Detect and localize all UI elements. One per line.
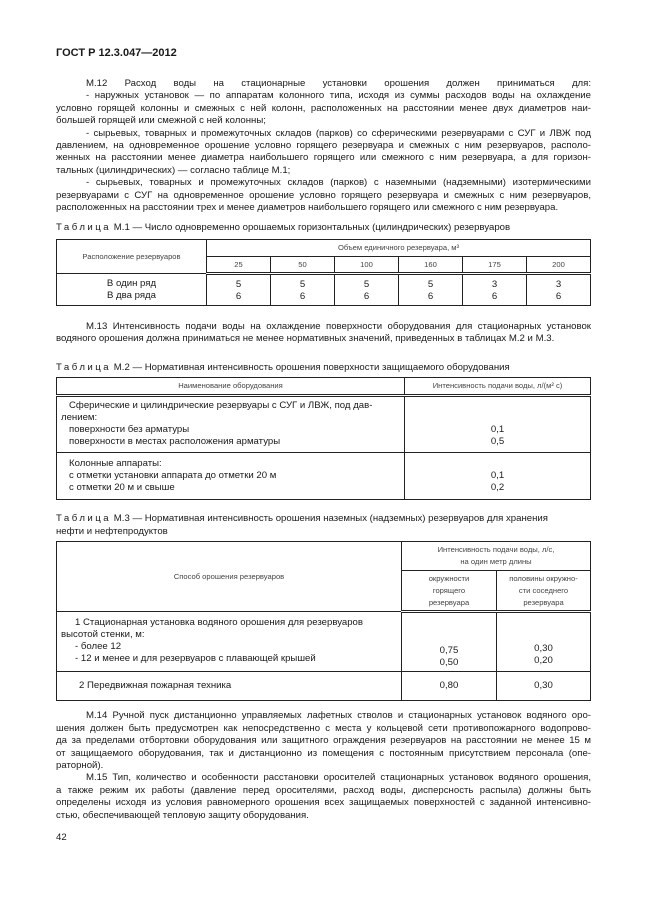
table-row: [57, 453, 591, 500]
paragraph-m13: [56, 321, 591, 346]
adjacent-cell: 0,30: [497, 672, 591, 701]
col-header-intensity: Интенсивность подачи воды, л/с, на один метр длины: [402, 542, 591, 571]
cell-200: 3 6: [527, 273, 591, 305]
text-line: раторной).: [56, 759, 104, 771]
text-line: определены исходя из условия равномерного орошения всех защищаемых поверхностей с заданной интенсивно-: [56, 797, 591, 809]
caption-text-2: нефти и нефтепродуктов: [56, 525, 168, 537]
burning-cell: 0,75 0,50: [402, 612, 497, 672]
volume-175: 175: [463, 256, 527, 273]
col-header-intensity: Интенсивность подачи воды, л/(м² с): [405, 378, 591, 396]
volume-50: 50: [271, 256, 335, 273]
intensity-cell: 0,1 0,5: [405, 396, 591, 453]
paragraph-m14-m15: [56, 710, 591, 822]
table-m3: [56, 541, 591, 701]
cell-175: 3 6: [463, 273, 527, 305]
text-line: условно горящей колонны и смежных с ней колонн, расположенных на расстоянии менее двух диаметров наи-: [56, 102, 591, 114]
col-header-burning-tank: окружности горящего резервуара: [402, 571, 497, 612]
table-row: [57, 273, 591, 305]
col-header-adjacent-tank: половины окружно- сти соседнего резервуара: [497, 571, 591, 612]
text-line: резервуарами с СУГ на одновременное орошение условно горящего резервуара и смежных с ним резервуаров,: [56, 189, 591, 201]
text-line: М.13 Интенсивность подачи воды на охлаждение поверхности оборудования для стационарных установок: [86, 320, 591, 332]
text-line: большей горящей или смежной с ней колонны;: [56, 115, 266, 127]
text-line: - сырьевых, товарных и промежуточных складов (парков) со сферическими резервуарами с СУГ и ЛВЖ под: [86, 127, 591, 139]
location-cell: В один ряд В два ряда: [57, 273, 207, 305]
text-line: М.15 Тип, количество и особенности расстановки оросителей стационарных установок водяного орошения,: [86, 772, 591, 784]
text-line: М.12 Расход воды на стационарные установки орошения должен приниматься для:: [86, 78, 591, 89]
text-line: шения должен быть предусмотрен как непосредственно с места у кольцевой сети противопожарного водопрово-: [56, 722, 591, 734]
page-number: 42: [56, 831, 67, 843]
caption-text: М.2 — Нормативная интенсивность орошения поверхности защищаемого оборудования: [113, 361, 510, 373]
table-label: Таблица: [56, 222, 112, 234]
text-line: давлением, на одновременное орошение условно горящего резервуара и смежных с ним резервуаров, располо-: [56, 140, 591, 152]
text-line: от защищаемого оборудования, так и дистанционно из помещения с постоянным присутствием персонала (опе-: [56, 747, 591, 759]
method-cell: 2 Передвижная пожарная техника: [57, 672, 402, 701]
text-line: М.14 Ручной пуск дистанционно управляемых лафетных стволов и стационарных установок водяного оро-: [86, 710, 591, 722]
col-header-volume: Объем единичного резервуара, м³: [207, 239, 591, 256]
burning-cell: 0,80: [402, 672, 497, 701]
table-m1: [56, 239, 591, 306]
text-line: - сырьевых, товарных и промежуточных складов (парков) с наземными (надземными) изотермическими: [86, 177, 591, 189]
text-line: а также режим их работы (давление перед оросителями, расход воды, дисперсность распыла) должны быть: [56, 784, 591, 796]
paragraph-m12: [56, 78, 591, 214]
table-row: [57, 396, 591, 453]
volume-100: 100: [335, 256, 399, 273]
equipment-cell: Сферические и цилиндрические резервуары с СУГ и ЛВЖ, под дав- лением: поверхности без арматуры поверхности в местах расположения арматуры: [57, 396, 405, 453]
caption-text: М.1 — Число одновременно орошаемых горизонтальных (цилиндрических) резервуаров: [113, 222, 511, 234]
cell-25: 5 6: [207, 273, 271, 305]
text-line: да за пределами отбортовки оборудования или защитного ограждения резервуаров на расстоянии не менее 15 м: [56, 735, 591, 747]
table-label: Таблица: [56, 361, 112, 373]
table-m2-caption: [56, 362, 591, 375]
method-cell: 1 Стационарная установка водяного орошения для резервуаров высотой стенки, м: - более 12 - 12 и менее и для резервуаров с плавающей крышей: [57, 612, 402, 672]
table-m2: [56, 377, 591, 500]
text-line: стью, обеспечивающей тепловую защиту оборудования.: [56, 809, 309, 821]
cell-100: 5 6: [335, 273, 399, 305]
text-line: водяного орошения должна приниматься не менее нормативных значений, приведенных в таблицах М.2 и М.3.: [56, 333, 555, 345]
text-line: расположенных на расстоянии трех и менее диаметров наибольшего горящего или смежного с ним резервуара.: [56, 202, 559, 214]
col-header-method: Способ орошения резервуаров: [57, 542, 402, 612]
table-m3-caption: [56, 513, 591, 538]
table-m1-caption: [56, 222, 591, 235]
adjacent-cell: 0,30 0,20: [497, 612, 591, 672]
text-line: - наружных установок — по аппаратам колонного типа, исходя из суммы расходов воды на охлаждение: [86, 90, 591, 102]
document-code: ГОСТ Р 12.3.047—2012: [56, 47, 177, 59]
cell-50: 5 6: [271, 273, 335, 305]
caption-text: М.3 — Нормативная интенсивность орошения наземных (надземных) резервуаров для хранения: [113, 513, 548, 525]
volume-25: 25: [207, 256, 271, 273]
equipment-cell: Колонные аппараты: с отметки установки аппарата до отметки 20 м с отметки 20 м и свыше: [57, 453, 405, 500]
volume-160: 160: [399, 256, 463, 273]
volume-200: 200: [527, 256, 591, 273]
table-row: [57, 672, 591, 701]
col-header-location: Расположение резервуаров: [57, 239, 207, 273]
table-row: [57, 612, 591, 672]
table-label: Таблица: [56, 513, 112, 525]
text-line: женных на расстоянии менее диаметра наибольшего горящего или смежного с ним резервуара, а для горизон-: [56, 152, 591, 164]
text-line: тальных (цилиндрических) — согласно таблице М.1;: [56, 164, 291, 176]
intensity-cell: 0,1 0,2: [405, 453, 591, 500]
page-content: [56, 47, 591, 844]
col-header-equipment: Наименование оборудования: [57, 378, 405, 396]
cell-160: 5 6: [399, 273, 463, 305]
